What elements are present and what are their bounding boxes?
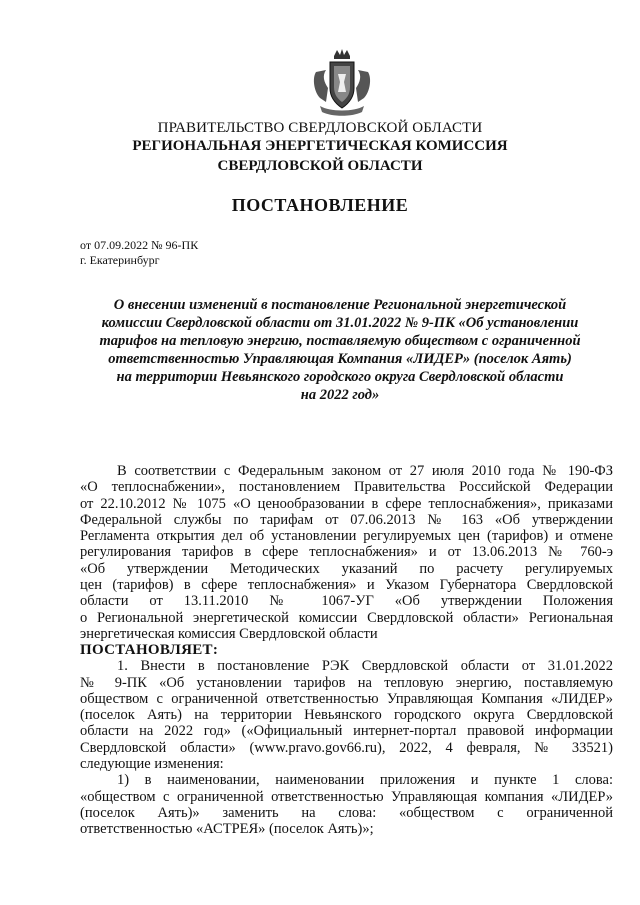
document-body bbox=[80, 463, 613, 838]
document-subject bbox=[90, 296, 590, 404]
preamble-line: энергетическая комиссия Свердловской области bbox=[80, 625, 378, 642]
item1-line: области на 2022 год» («Официальный интернет-портал правовой информации bbox=[80, 723, 613, 740]
commission-name-line1: РЕГИОНАЛЬНАЯ ЭНЕРГЕТИЧЕСКАЯ КОМИССИЯ bbox=[132, 138, 508, 154]
subitem1-line: ответственностью «АСТРЕЯ» (поселок Аять)»; bbox=[80, 821, 374, 838]
subitem1-line: 1) в наименовании, наименовании приложения и пункте 1 слова: bbox=[117, 772, 613, 789]
document-type: ПОСТАНОВЛЕНИЕ bbox=[231, 195, 409, 215]
subject-line: на территории Невьянского городского округа Свердловской области bbox=[116, 369, 564, 385]
preamble-line: регулирования тарифов в сфере теплоснабжения» и от 13.06.2013 № 760-э bbox=[80, 544, 613, 561]
subject-line: комиссии Свердловской области от 31.01.2022 № 9-ПК «Об установлении bbox=[101, 315, 579, 331]
subject-line: О внесении изменений в постановление Региональной энергетической bbox=[113, 297, 567, 313]
item1-line: № 9-ПК «Об установлении тарифов на тепловую энергию, поставляемую bbox=[80, 674, 613, 691]
preamble-line: области от 13.11.2010 № 1067-УГ «Об утверждении Положения bbox=[80, 593, 613, 610]
preamble-line: В соответствии с Федеральным законом от 27 июля 2010 года № 190-ФЗ bbox=[117, 463, 613, 479]
subject-line: ответственностью Управляющая Компания «ЛИДЕР» (поселок Аять) bbox=[108, 351, 572, 367]
coat-of-arms-icon bbox=[310, 48, 374, 118]
preamble-line: Федеральной службы по тарифам от 07.06.2013 № 163 «Об утверждении bbox=[80, 511, 613, 528]
item1-line: (поселок Аять) на территории Невьянского городского округа Свердловской bbox=[80, 707, 613, 724]
item1-line: 1. Внести в постановление РЭК Свердловской области от 31.01.2022 bbox=[117, 658, 613, 675]
preamble-line: «О теплоснабжении», постановлением Правительства Российской Федерации bbox=[80, 479, 613, 496]
subject-line: на 2022 год» bbox=[300, 387, 380, 403]
preamble-line: Регламента открытия дел об установлении регулируемых цен (тарифов) и отмене bbox=[80, 528, 613, 545]
subitem1-line: (поселок Аять)» заменить на слова: «обществом с ограниченной bbox=[80, 804, 613, 821]
preamble-line: от 22.10.2012 № 1075 «О ценообразовании в сфере теплоснабжения», приказами bbox=[80, 495, 613, 512]
document-date-number: от 07.09.2022 № 96-ПК bbox=[80, 238, 199, 252]
preamble-line: о Региональной энергетической комиссии Свердловской области» Региональная bbox=[80, 609, 613, 626]
subject-line: тарифов на тепловую энергию, поставляемую обществом с ограниченной bbox=[99, 333, 581, 349]
resolves-heading: ПОСТАНОВЛЯЕТ: bbox=[80, 642, 219, 659]
government-name: ПРАВИТЕЛЬСТВО СВЕРДЛОВСКОЙ ОБЛАСТИ bbox=[157, 120, 483, 136]
preamble-line: «Об утверждении Методических указаний по расчету регулируемых bbox=[80, 560, 613, 577]
preamble-line: цен (тарифов) в сфере теплоснабжения» и Указом Губернатора Свердловской bbox=[80, 577, 613, 594]
item1-line: Свердловской области» (www.pravo.gov66.ru), 2022, 4 февраля, № 33521) bbox=[80, 739, 613, 756]
document-city: г. Екатеринбург bbox=[80, 253, 160, 267]
item1-line: обществом с ограниченной ответственностью Управляющая Компания «ЛИДЕР» bbox=[80, 690, 613, 707]
item1-line: следующие изменения: bbox=[80, 756, 224, 773]
subitem1-line: «обществом с ограниченной ответственностью Управляющая компания «ЛИДЕР» bbox=[80, 788, 613, 805]
commission-name-line2: СВЕРДЛОВСКОЙ ОБЛАСТИ bbox=[217, 158, 423, 174]
